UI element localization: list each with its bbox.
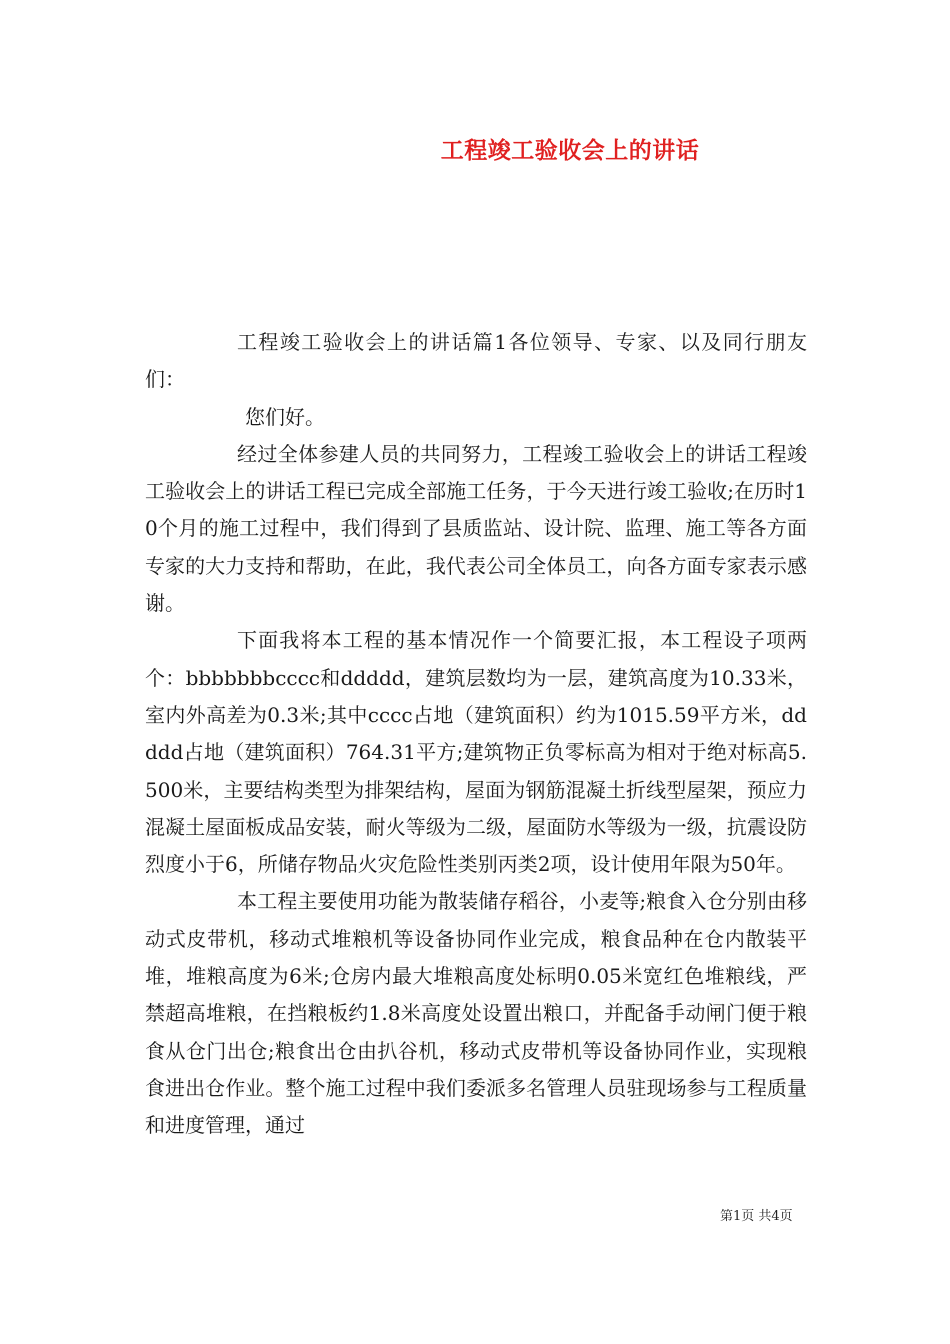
paragraph-greeting: 您们好。 [245, 404, 325, 429]
document-title: 工程竣工验收会上的讲话 [440, 137, 700, 164]
paragraph-project-overview: 下面我将本工程的基本情况作一个简要汇报，本工程设子项两个：bbbbbbbcccc和ddddd，建筑层数均为一层，建筑高度为10.33米，室内外高差为0.3米;其中cccc占地（建筑面积）约为1015.59平方米，ddddd占地（建筑面积）764.31平方;建筑物正负零标高为相对于绝对标高5.500米，主要结构类型为排架结构，屋面为钢筋混凝土折线型屋架，预应力混凝土屋面板成品安装，耐火等级为二级，屋面防水等级为一级，抗震设防烈度小于6，所储存物品火灾危险性类别丙类2项，设计使用年限为50年。 [145, 628, 807, 877]
paragraph-acknowledgement: 经过全体参建人员的共同努力，工程竣工验收会上的讲话工程竣工验收会上的讲话工程已完成全部施工任务，于今天进行竣工验收;在历时10个月的施工过程中，我们得到了县质监站、设计院、监理、施工等各方面专家的大力支持和帮助，在此，我代表公司全体员工，向各方面专家表示感谢。 [145, 441, 807, 616]
page-number-footer [720, 1205, 793, 1224]
document-body [145, 324, 807, 1145]
paragraph-usage-function: 本工程主要使用功能为散装储存稻谷，小麦等;粮食入仓分别由移动式皮带机，移动式堆粮机等设备协同作业完成，粮食品种在仓内散装平堆，堆粮高度为6米;仓房内最大堆粮高度处标明0.05米宽红色堆粮线，严禁超高堆粮，在挡粮板约1.8米高度处设置出粮口，并配备手动闸门便于粮食从仓门出仓;粮食出仓由扒谷机，移动式皮带机等设备协同作业，实现粮食进出仓作业。整个施工过程中我们委派多名管理人员驻现场参与工程质量和进度管理，通过 [145, 889, 807, 1138]
page-number-label: 第1页 共4页 [720, 1209, 793, 1224]
paragraph-salutation: 工程竣工验收会上的讲话篇1各位领导、专家、以及同行朋友们： [145, 330, 807, 392]
